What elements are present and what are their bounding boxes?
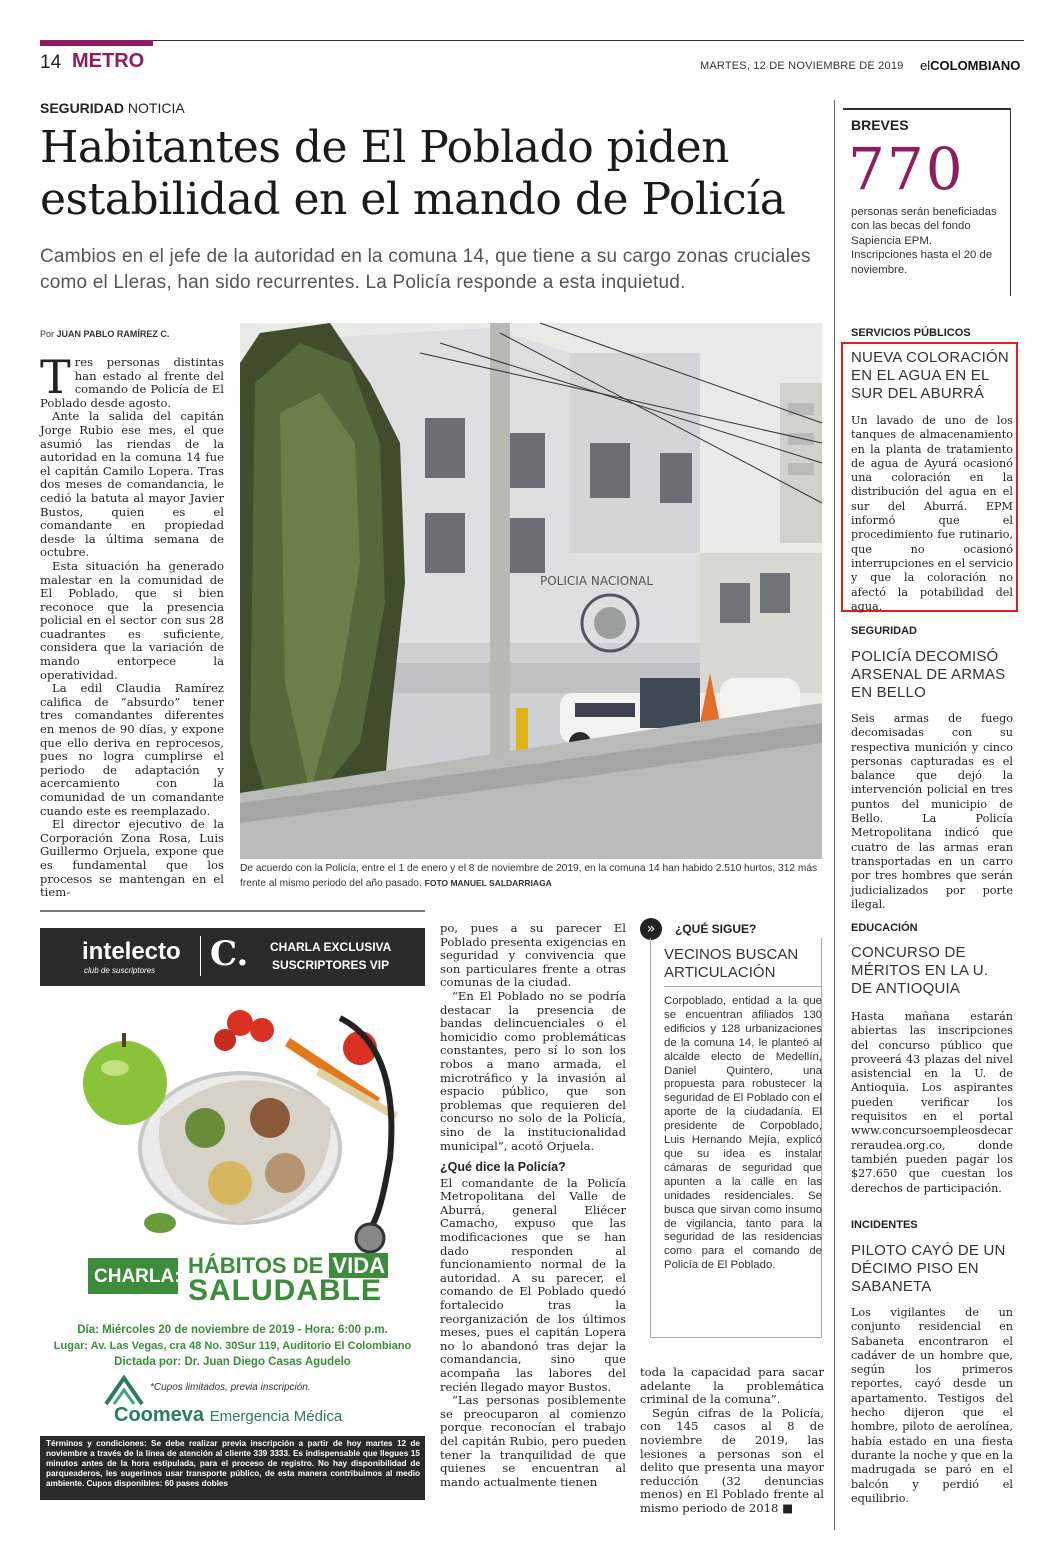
- ad-suscriptores: SUSCRIPTORES VIP: [272, 958, 390, 972]
- brief-title: NUEVA COLORACIÓN EN EL AGUA EN EL SUR DEL ABURRÁ: [851, 349, 1009, 402]
- paragraph: Esta situación ha generado malestar en la comunidad de El Poblado, que si bien reconoce que la presencia policial en el sector con sus 28 cuadrantes es suficiente, considera que la variación de mando entorpece la operatividad.: [40, 558, 224, 682]
- chevron-right-icon: »: [640, 918, 662, 940]
- ad-dictada: Dictada por: Dr. Juan Diego Casas Agudelo: [114, 1356, 351, 1368]
- que-sigue-title: VECINOS BUSCAN ARTICULACIÓN: [664, 946, 799, 981]
- section-name: METRO: [72, 50, 145, 72]
- breves-heading: BREVES: [851, 117, 909, 133]
- ad-terms: Términos y condiciones: Se debe realizar previa inscripción a partir de hoy martes 12 de noviembre a través de la línea de atención al cliente 339 3333. Es indispensable que llegues 15 minutos antes de la hora estipulada, para el proceso de registro. No hay disponibilidad de parqueaderos, les sugerimos usar transporte público, de esta manera contribuimos al medio ambiente. Cupos disponibles: 60 pases dobles: [46, 1439, 420, 1488]
- brand-name: COLOMBIANO: [930, 58, 1021, 73]
- brief-title: PILOTO CAYÓ DE UN DÉCIMO PISO EN SABANETA: [851, 1242, 1006, 1295]
- section-accent-bar: [40, 40, 153, 46]
- photo-caption: [240, 862, 822, 891]
- police-station-photo: [240, 323, 822, 859]
- newspaper-logo: [920, 58, 1020, 73]
- coomeva-logo-icon: [104, 1374, 144, 1408]
- article-headline: Habitantes de El Poblado piden estabilidad en el mando de Policía: [40, 122, 786, 225]
- ad-charla-exclusiva: CHARLA EXCLUSIVA: [270, 940, 392, 954]
- paragraph: [640, 1407, 824, 1516]
- ad-divider: [200, 936, 201, 976]
- paragraph: La edil Claudia Ramírez califica de “absurdo” tener tres comandantes diferentes en menos de 90 días, y expone que ello deriva en reprocesos, pues no logra cumplirse el periodo de adaptación y acercamiento con la comunidad de un comandante cuando este es reemplazado.: [40, 681, 224, 818]
- que-sigue-label: ¿QUÉ SIGUE?: [675, 922, 757, 936]
- sidebar-section: SERVICIOS PÚBLICOS: [851, 327, 971, 339]
- paragraph: res personas distintas han estado al frente del comando de Policía de El Poblado desde agosto.: [40, 355, 224, 410]
- article-column-1: [40, 350, 224, 900]
- ad-brand-mark: C.: [210, 934, 249, 974]
- kicker-type: NOTICIA: [124, 100, 185, 116]
- brief-title: POLICÍA DECOMISÓ ARSENAL DE ARMAS EN BELLO: [851, 648, 1006, 701]
- breves-big-text: personas serán beneficiadas con las becas del fondo Sapiencia EPM. Inscripciones hasta el 20 de noviembre.: [851, 206, 997, 276]
- ad-cupos: *Cupos limitados, previa inscripción.: [150, 1382, 311, 1393]
- paragraph-text: Según cifras de la Policía, con 145 casos al 8 de noviembre de 2019, las lesiones a personas son el delito que presenta una mayor reducción (32 denuncias menos) en El Poblado frente al mismo periodo de 2018: [640, 1405, 824, 1515]
- brief-body: Un lavado de uno de los tanques de almacenamiento en la planta de tratamiento de agua de Ayurá ocasionó una coloración en la distribución del agua en el sur del Aburrá. EPM informó que el procedimiento fue rutinario, que no ocasionó interrupciones en el servicio y que la coloración no afectó la potabilidad del agua.: [851, 414, 1013, 613]
- paragraph: El director ejecutivo de la Corporación Zona Rosa, Luis Guillermo Orjuela, expone que es fundamental que los procesos se mantengan en el tiem-: [40, 817, 224, 900]
- byline-author: JUAN PABLO RAMÍREZ C.: [56, 329, 170, 339]
- que-sigue-body: Corpoblado, entidad a la que se encuentran afiliados 130 edificios y 128 urbanizaciones de la comuna 14, le planteó al alcalde electo de Medellín, Daniel Quintero, una propuesta para robustecer la seguridad de El Poblado con el aporte de la ciudadanía. El presidente de Corpoblado, Luis Hernando Mejía, explicó que su idea es instalar cámaras de seguridad que apunten a la calle en las unidades residenciales. Se busca que sirvan como insumo de vigilancia, tanto para la seguridad de las residencias como para el comando de Policía de El Poblado.: [664, 995, 822, 1272]
- paragraph: El comandante de la Policía Metropolitana del Valle de Aburrá, general Eliécer Camacho, expuso que las modificaciones que se han dado responden al funcionamiento normal de la autoridad. A su parecer, el comando de El Poblado quedó fortalecido tras la reorganización de los últimos meses, pues el capitán Lopera no lo abandonó tras dejar la comandancia, sino que acompaña las labores del recién llegado mayor Bustos.: [440, 1175, 626, 1394]
- ad-lugar: Lugar: Av. Las Vegas, cra 48 No. 30Sur 119, Auditorio El Colombiano: [53, 1340, 412, 1352]
- article-column-2: [440, 922, 626, 1542]
- ad-saludable: SALUDABLE: [188, 1274, 382, 1307]
- sidebar-section: SEGURIDAD: [851, 625, 918, 637]
- photo-sign-text: POLICIA NACIONAL: [540, 574, 654, 588]
- brief-title: CONCURSO DE MÉRITOS EN LA U. DE ANTIOQUIA: [851, 944, 989, 997]
- article-kicker: [40, 100, 185, 116]
- ad-dia: Día: Miércoles 20 de noviembre de 2019 - Hora: 6:00 p.m.: [77, 1324, 388, 1336]
- top-rule: [40, 40, 1024, 41]
- advertisement[interactable]: [40, 928, 425, 1500]
- ad-vida-word: VIDA: [329, 1253, 388, 1278]
- subhead: ¿Qué dice la Policía?: [440, 1160, 566, 1175]
- caption-text: De acuerdo con la Policía, entre el 1 de enero y el 8 de noviembre de 2019, en la comuna 14 han habido 2.510 hurtos, 312 más frente al mismo periodo del año pasado.: [240, 863, 818, 889]
- article-column-3: [640, 1366, 824, 1546]
- kicker-section: SEGURIDAD: [40, 100, 125, 116]
- ad-brand: intelecto: [82, 938, 181, 965]
- byline-prefix: Por: [40, 329, 57, 339]
- ad-charla-label: CHARLA:: [94, 1266, 181, 1287]
- ad-habitos-word: HÁBITOS DE: [188, 1253, 324, 1278]
- page-number: 14: [40, 52, 62, 73]
- photo-credit: FOTO MANUEL SALDARRIAGA: [424, 878, 552, 888]
- ad-brand-sub: club de suscriptores: [84, 966, 156, 975]
- sidebar-section: INCIDENTES: [851, 1219, 918, 1231]
- paragraph: toda la capacidad para sacar adelante la problemática criminal de la comuna”.: [640, 1365, 824, 1407]
- ad-sponsor-sub: Emergencia Médica: [209, 1408, 343, 1425]
- drop-cap: T: [40, 350, 71, 404]
- paragraph: Ante la salida del capitán Jorge Rubio ese mes, el que asumió las riendas de la autoridad en la comuna 14 fue el capitán Camilo Lopera. Tras dos meses de comandancia, le cedió la batuta al mayor Javier Bustos, quien es el comandante en propiedad desde la última semana de octubre.: [40, 409, 224, 560]
- end-mark-icon: ■: [782, 1500, 794, 1515]
- sidebar-section: EDUCACIÓN: [851, 922, 918, 934]
- sidebar-rule: [834, 100, 835, 1530]
- article-dek: Cambios en el jefe de la autoridad en la comuna 14, que tiene a su cargo zonas cruciales como el Lleras, han sido recurrentes. La Policía responde a esta inquietud.: [40, 246, 811, 293]
- paragraph: “Las personas posiblemente se preocuparon al comienzo porque reconocían el trabajo del capitán Rubio, pero pueden tener la tranquilidad de que quienes se encuentran al mando actualmente tienen: [440, 1393, 626, 1489]
- ad-sponsor: [114, 1404, 342, 1427]
- que-sigue-rule: [664, 986, 822, 987]
- brief-body: Seis armas de fuego decomisadas con su respectiva munición y cinco personas capturadas es el balance que dejó la intervención policial en tres puntos del municipio de Bello. La Policía Metropolitana indicó que cuatro de las armas eran transportadas en un carro por tres hombres que serán judicializados por porte ilegal.: [851, 712, 1013, 911]
- food-illustration: [40, 988, 425, 1258]
- ad-sponsor-name: Coomeva: [114, 1404, 205, 1426]
- issue-date: MARTES, 12 DE NOVIEMBRE DE 2019: [700, 60, 904, 72]
- article-photo: [240, 323, 822, 859]
- byline: [40, 329, 169, 339]
- paragraph: po, pues a su parecer El Poblado presenta exigencias en seguridad y convivencia que son particulares frente a otras comunas de la ciudad.: [440, 921, 626, 990]
- brief-body: Hasta mañana estarán abiertas las inscripciones del concurso público que proveerá 43 plazas del nivel asistencial en la U. de Antioquia. Los aspirantes pueden verificar los requisitos en el portal www.concursoempleosdecarreraudea.org.co, donde también pueden pagar los $27.650 que cuestan los derechos de participación.: [851, 1010, 1013, 1195]
- breves-big-number: 770: [848, 135, 965, 203]
- ad-top-rule: [40, 910, 425, 912]
- brand-prefix: el: [920, 58, 931, 73]
- brief-body: Los vigilantes de un conjunto residencial en Sabaneta encontraron el cadáver de un hombre que, según los primeros reportes, cayó desde un apartamento. Testigos del hecho dijeron que el hombre, piloto de aerolínea, había estado en una fiesta durante la noche y que en la madrugada se paró en el balcón y perdió el equilibrio.: [851, 1306, 1013, 1505]
- paragraph: “En El Poblado no se podría destacar la presencia de bandas delincuenciales o el homicidio como problemáticas constantes, pero sí lo son los robos a mano armada, el microtráfico y la invasión al espacio público, que son problemas que requieren del concurso no solo de la Policía, sino de la institucionalidad municipal”, acotó Orjuela.: [440, 988, 626, 1153]
